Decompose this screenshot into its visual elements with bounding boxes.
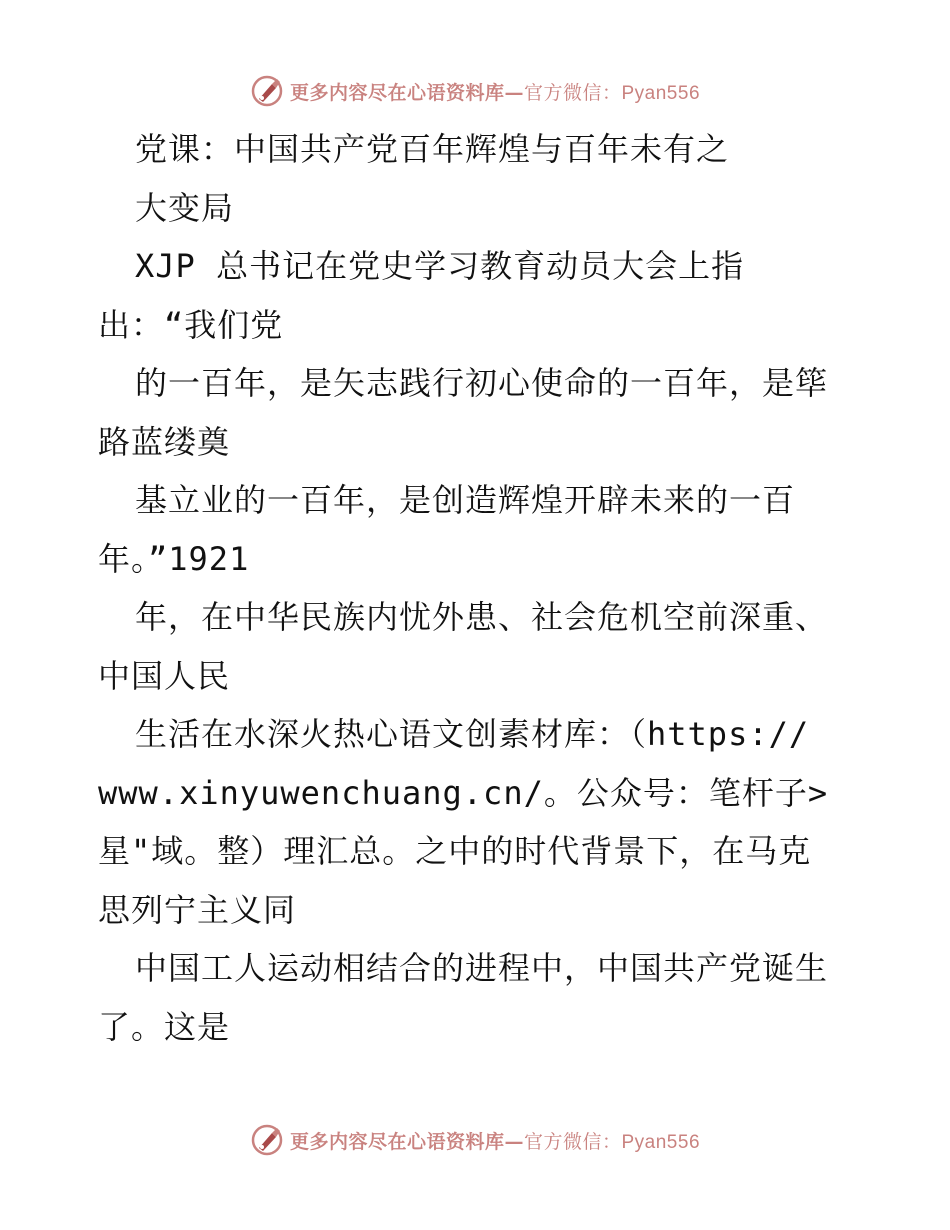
body-line: 路蓝缕奠 bbox=[98, 422, 231, 461]
footer-banner bbox=[0, 1120, 950, 1160]
body-line: 星"域。整）理汇总。之中的时代背景下，在马克 bbox=[98, 832, 812, 870]
body-line: 党课：中国共产党百年辉煌与百年未有之 bbox=[135, 130, 730, 168]
pen-nib-logo-icon bbox=[250, 1123, 284, 1157]
body-line: 出：“我们党 bbox=[98, 305, 284, 344]
body-line: 思列宁主义同 bbox=[98, 890, 297, 929]
body-line: 生活在水深火热心语文创素材库：（https:// bbox=[135, 715, 810, 753]
header-banner bbox=[0, 71, 950, 111]
body-line: 基立业的一百年，是创造辉煌开辟未来的一百 bbox=[135, 481, 796, 519]
body-line: 中国工人运动相结合的进程中，中国共产党诞生 bbox=[135, 949, 829, 987]
header-banner-text bbox=[290, 78, 700, 105]
footer-banner-sep: — bbox=[504, 1130, 524, 1153]
header-banner-sep: — bbox=[504, 81, 524, 104]
footer-banner-wechat: 官方微信：Pyan556 bbox=[524, 1131, 701, 1153]
body-line: 中国人民 bbox=[98, 656, 231, 695]
body-line: 了。这是 bbox=[98, 1007, 231, 1046]
footer-banner-main: 更多内容尽在心语资料库 bbox=[289, 1130, 505, 1153]
body-line: 年。”1921 bbox=[98, 539, 250, 578]
body-line: 年，在中华民族内忧外患、社会危机空前深重、 bbox=[135, 598, 829, 636]
footer-banner-text bbox=[290, 1127, 700, 1154]
body-line: XJP 总书记在党史学习教育动员大会上指 bbox=[135, 247, 745, 285]
header-banner-main: 更多内容尽在心语资料库 bbox=[289, 81, 505, 104]
body-line: 的一百年，是矢志践行初心使命的一百年，是筚 bbox=[135, 364, 829, 402]
header-banner-wechat: 官方微信：Pyan556 bbox=[524, 82, 701, 104]
pen-nib-logo-icon bbox=[250, 74, 284, 108]
body-line: www.xinyuwenchuang.cn/。公众号：笔杆子> bbox=[98, 773, 829, 812]
document-body bbox=[98, 120, 878, 1056]
body-line: 大变局 bbox=[135, 188, 235, 227]
